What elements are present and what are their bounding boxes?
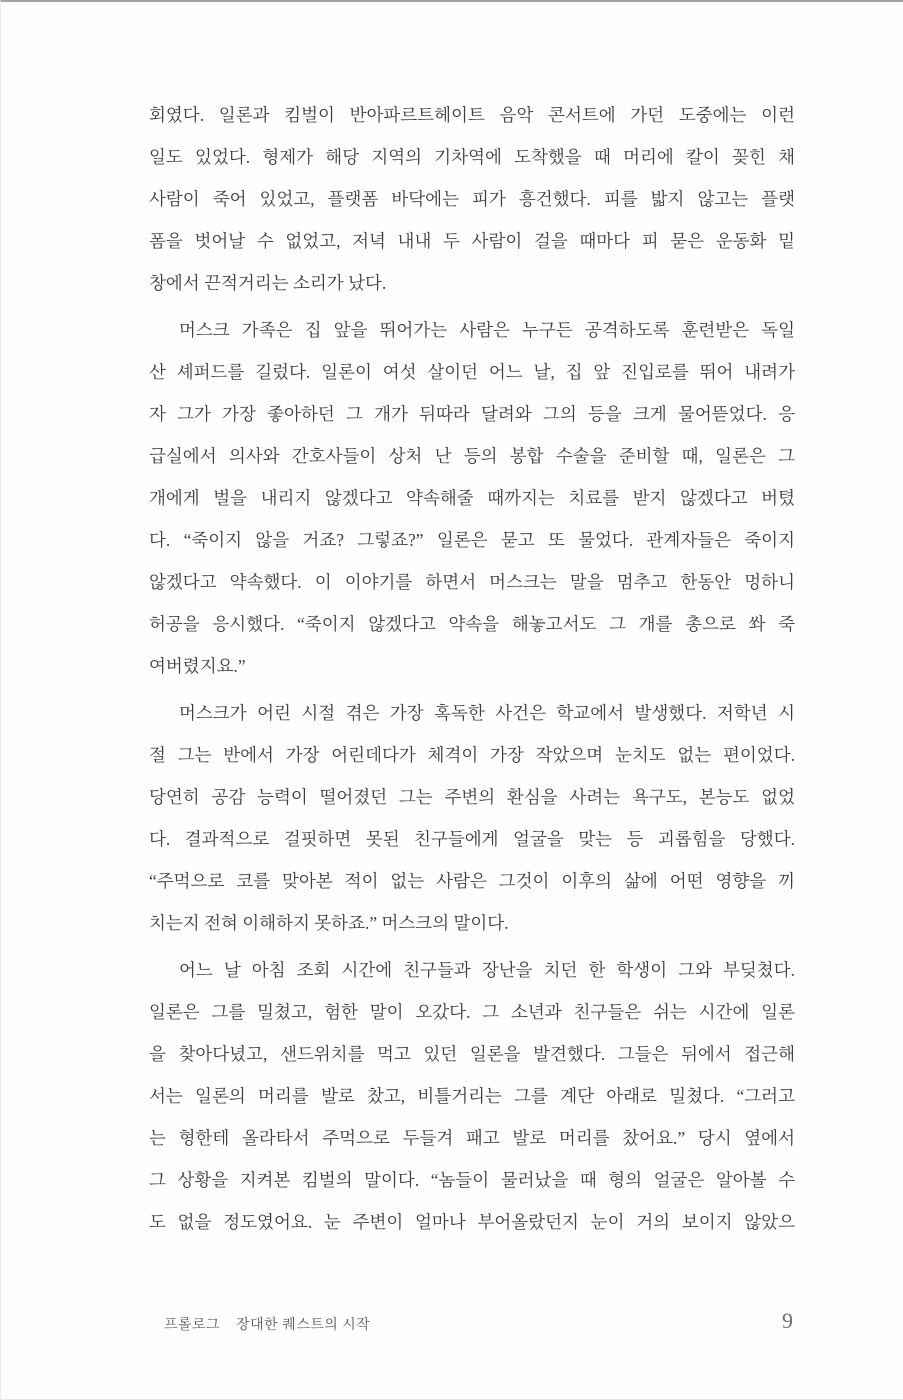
text-line: 그 상황을 지켜본 킴벌의 말이다. “놈들이 물러났을 때 형의 얼굴은 알아볼 수 <box>149 1170 795 1190</box>
text-line: 다. “죽이지 않을 거죠? 그렇죠?” 일론은 묻고 또 물었다. 관계자들은 죽이지 <box>149 530 795 550</box>
page-footer <box>149 1308 795 1342</box>
text-line: 않겠다고 약속했다. 이 이야기를 하면서 머스크는 말을 멈추고 한동안 멍하니 <box>149 572 795 592</box>
text-line: 서는 일론의 머리를 발로 찼고, 비틀거리는 그를 계단 아래로 밀쳤다. “그러고 <box>149 1086 795 1106</box>
text-line: 폼을 벗어날 수 없었고, 저녁 내내 두 사람이 걸을 때마다 피 묻은 운동화 밑 <box>149 231 795 251</box>
paragraph-3 <box>149 692 795 944</box>
text-line: 머스크가 어린 시절 겪은 가장 혹독한 사건은 학교에서 발생했다. 저학년 시 <box>179 703 795 723</box>
text-line: 산 셰퍼드를 길렀다. 일론이 여섯 살이던 어느 날, 집 앞 진입로를 뛰어 내려가 <box>149 362 795 382</box>
paragraph-1 <box>149 94 795 304</box>
text-line: 허공을 응시했다. “죽이지 않겠다고 약속을 해놓고서도 그 개를 총으로 쏴 죽 <box>149 614 795 634</box>
text-line: 다. 결과적으로 걸핏하면 못된 친구들에게 얼굴을 맞는 등 괴롭힘을 당했다. <box>149 829 795 849</box>
paragraph-2 <box>149 309 795 687</box>
text-line: 개에게 벌을 내리지 않겠다고 약속해줄 때까지는 치료를 받지 않겠다고 버텼 <box>149 488 795 508</box>
text-line: 일도 있었다. 형제가 해당 지역의 기차역에 도착했을 때 머리에 칼이 꽂힌 채 <box>149 147 795 167</box>
footer-chapter-title: 장대한 퀘스트의 시작 <box>236 1318 371 1333</box>
text-line: 자 그가 가장 좋아하던 그 개가 뒤따라 달려와 그의 등을 크게 물어뜯었다. 응 <box>149 404 795 424</box>
text-line: 여버렸지요.” <box>149 656 246 676</box>
text-line: 회였다. 일론과 킴벌이 반아파르트헤이트 음악 콘서트에 가던 도중에는 이런 <box>149 105 795 125</box>
text-line: 사람이 죽어 있었고, 플랫폼 바닥에는 피가 흥건했다. 피를 밟지 않고는 플랫 <box>149 189 795 209</box>
text-line: 머스크 가족은 집 앞을 뛰어가는 사람은 누구든 공격하도록 훈련받은 독일 <box>179 320 795 340</box>
text-line: “주먹으로 코를 맞아본 적이 없는 사람은 그것이 이후의 삶에 어떤 영향을 끼 <box>149 871 795 891</box>
text-line: 을 찾아다녔고, 샌드위치를 먹고 있던 일론을 발견했다. 그들은 뒤에서 접근해 <box>149 1044 795 1064</box>
text-line: 일론은 그를 밀쳤고, 험한 말이 오갔다. 그 소년과 친구들은 쉬는 시간에 일론 <box>149 1002 795 1022</box>
text-line: 당연히 공감 능력이 떨어졌던 그는 주변의 환심을 사려는 욕구도, 본능도 없었 <box>149 787 795 807</box>
text-line: 급실에서 의사와 간호사들이 상처 난 등의 봉합 수술을 준비할 때, 일론은 그 <box>149 446 795 466</box>
text-line: 치는지 전혀 이해하지 못하죠.” 머스크의 말이다. <box>149 913 509 933</box>
footer-section-label: 프롤로그 <box>164 1318 221 1333</box>
text-line: 절 그는 반에서 가장 어린데다가 체격이 가장 작았으며 눈치도 없는 편이었다. <box>149 745 795 765</box>
running-footer <box>164 1314 370 1334</box>
paragraph-4 <box>149 949 795 1243</box>
text-line: 창에서 끈적거리는 소리가 났다. <box>149 273 387 293</box>
page-number: 9 <box>782 1308 793 1333</box>
page-body <box>149 94 795 1243</box>
text-line: 도 없을 정도였어요. 눈 주변이 얼마나 부어올랐던지 눈이 거의 보이지 않았으 <box>149 1212 795 1232</box>
text-line: 어느 날 아침 조회 시간에 친구들과 장난을 치던 한 학생이 그와 부딪쳤다. <box>179 960 795 980</box>
text-line: 는 형한테 올라타서 주먹으로 두들겨 패고 발로 머리를 찼어요.” 당시 옆에서 <box>149 1128 795 1148</box>
